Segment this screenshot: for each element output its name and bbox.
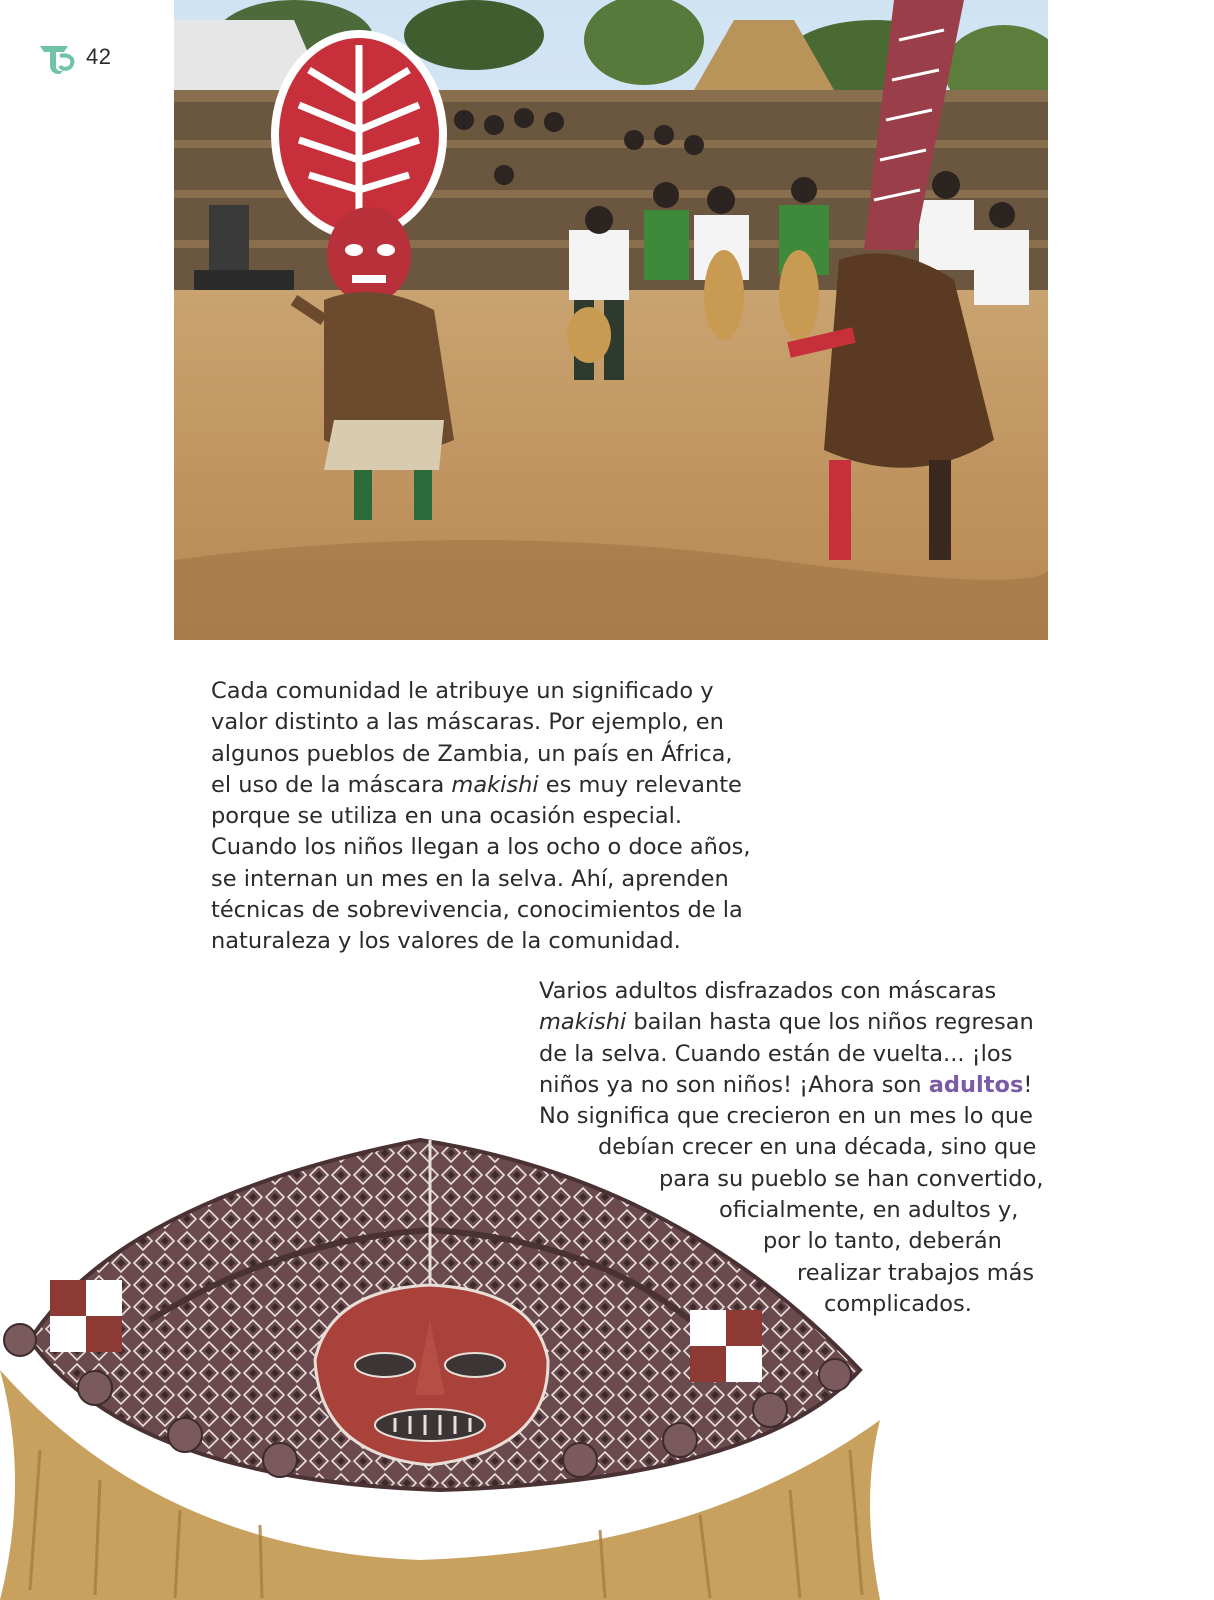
paragraph-line: técnicas de sobrevivencia, conocimientos de la [211,897,743,924]
body-paragraph-2 [0,976,1214,1320]
paragraph-line: debían crecer en una década, sino que [598,1134,1037,1161]
paragraph-line: Cuando los niños llegan a los ocho o doce años, [211,834,751,861]
line-text: bailan hasta que los niños regresan [626,1009,1034,1036]
paragraph-line: Varios adultos disfrazados con máscaras [539,978,997,1004]
paragraph-line: se internan un mes en la selva. Ahí, aprenden [211,865,729,892]
paragraph-line: naturaleza y los valores de la comunidad. [211,928,681,955]
paragraph-line: algunos pueblos de Zambia, un país en África, [211,740,733,767]
paragraph-line: oficialmente, en adultos y, [719,1197,1019,1224]
line-text: el uso de la máscara [211,771,452,798]
line-text: niños ya no son niños! ¡Ahora son [539,1071,929,1098]
paragraph-line: valor distinto a las máscaras. Por ejemplo, en [211,709,724,736]
makishi-dancers-photo [174,0,1048,640]
paragraph-line [539,1007,1214,1038]
paragraph-line: realizar trabajos más [797,1259,1035,1286]
page-number: 42 [86,44,112,69]
term-makishi: makishi [539,1009,627,1036]
paragraph-line: complicados. [824,1290,972,1317]
paragraph-line: Cada comunidad le atribuye un significado y [211,678,714,704]
paragraph-line [539,1070,1214,1101]
term-makishi: makishi [451,771,539,798]
paragraph-line: porque se utiliza en una ocasión especial. [211,803,683,830]
paragraph-line: por lo tanto, deberán [763,1228,1002,1255]
body-paragraph-1 [211,676,751,958]
page-header [38,40,111,74]
paragraph-line: No significa que crecieron en un mes lo que [539,1103,1034,1130]
line-text: es muy relevante [538,771,742,798]
term-adultos[interactable]: adultos [928,1071,1024,1098]
line-text: ! [1023,1071,1033,1098]
paragraph-line: para su pueblo se han convertido, [659,1165,1044,1192]
paragraph-line: de la selva. Cuando están de vuelta... ¡los [539,1040,1013,1067]
paragraph-line [211,770,751,801]
book-logo-icon [38,40,78,74]
